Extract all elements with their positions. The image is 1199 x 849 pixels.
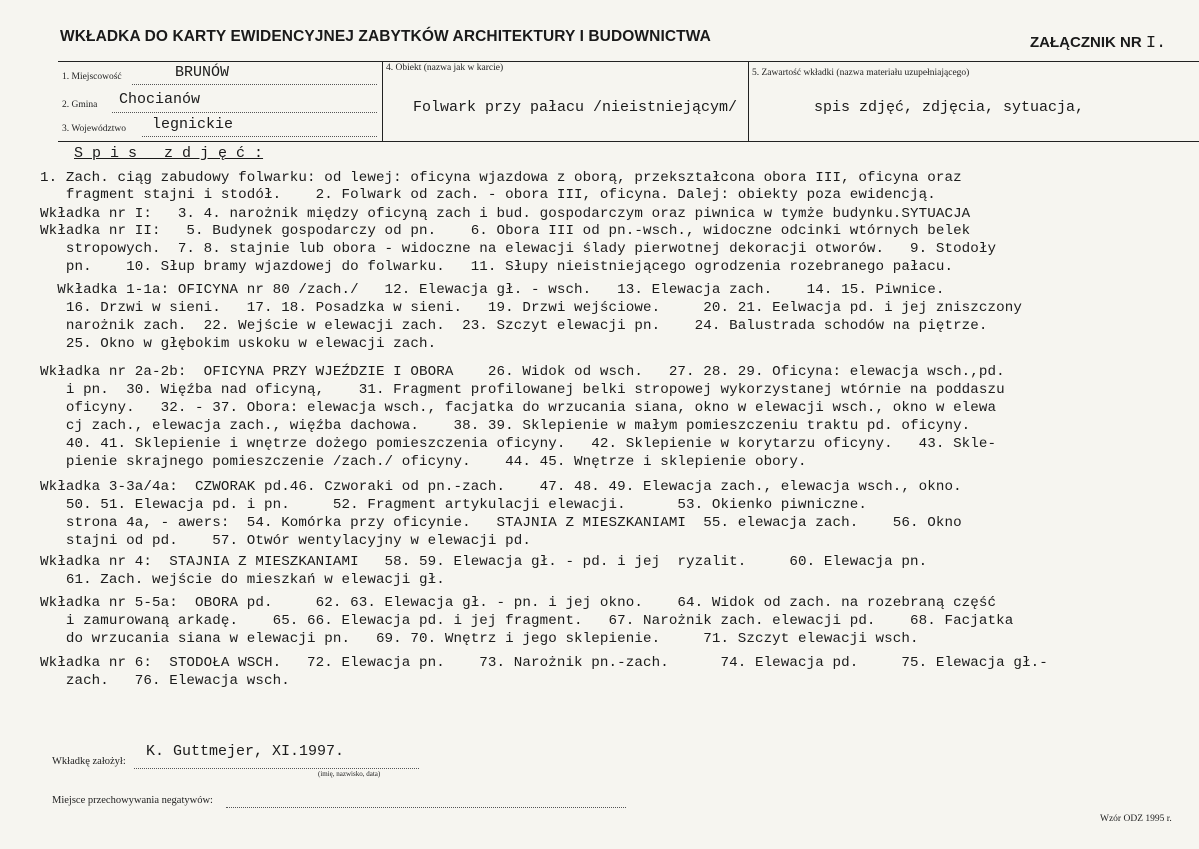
photo-list-heading: S p i s z d j ę ć :: [74, 145, 264, 162]
miejscowosc-value: BRUNÓW: [175, 64, 230, 81]
photo-list-line: fragment stajni i stodół. 2. Folwark od zach. - obora III, oficyna. Dalej: obiekty poza ewidencją.: [40, 187, 936, 203]
photo-list-line: narożnik zach. 22. Wejście w elewacji zach. 23. Szczyt elewacji pn. 24. Balustrada schodów na piętrze.: [40, 318, 988, 334]
photo-list-line: stropowych. 7. 8. stajnie lub obora - widoczne na elewacji ślady pierwotnej dekoracji otworów. 9. Stodoły: [40, 241, 997, 257]
photo-list-line: zach. 76. Elewacja wsch.: [40, 673, 290, 689]
attachment-label: ZAŁĄCZNIK NR: [1030, 34, 1142, 51]
form-template-note: Wzór ODZ 1995 r.: [1100, 814, 1172, 824]
photo-list-line: Wkładka 3-3a/4a: CZWORAK pd.46. Czworaki od pn.-zach. 47. 48. 49. Elewacja zach., elewacja wsch., okno.: [40, 479, 962, 495]
gmina-label: 2. Gmina: [62, 100, 98, 110]
photo-list-line: 1. Zach. ciąg zabudowy folwarku: od lewej: oficyna wjazdowa z oborą, przekształcona obora III, oficyna oraz: [40, 170, 962, 186]
photo-list-line: do wrzucania siana w elewacji pn. 69. 70. Wnętrz i jego sklepienie. 71. Szczyt elewacji wsch.: [40, 631, 919, 647]
attachment-value: I.: [1145, 34, 1167, 53]
photo-list-line: Wkładka nr II: 5. Budynek gospodarczy od pn. 6. Obora III od pn.-wsch., widoczne odcinki wtórnych belek: [40, 223, 971, 239]
form-title: WKŁADKA DO KARTY EWIDENCYJNEJ ZABYTKÓW ARCHITEKTURY I BUDOWNICTWA: [60, 28, 711, 45]
photo-list-line: Wkładka nr 4: STAJNIA Z MIESZKANIAMI 58. 59. Elewacja gł. - pd. i jej ryzalit. 60. Elewacja pn.: [40, 554, 928, 570]
photo-list-line: cj zach., elewacja zach., więźba dachowa. 38. 39. Sklepienie w małym pomieszczeniu traktu pd. oficyny.: [40, 418, 971, 434]
photo-list-line: Wkładka nr 6: STODOŁA WSCH. 72. Elewacja pn. 73. Narożnik pn.-zach. 74. Elewacja pd. 75. Elewacja gł.-: [40, 655, 1048, 671]
form-bottom-rule: [58, 141, 1199, 142]
photo-list-line: 16. Drzwi w sieni. 17. 18. Posadzka w sieni. 19. Drzwi wejściowe. 20. 21. Eelwacja pd. i jej zniszczony: [40, 300, 1022, 316]
wojewodztwo-value: legnickie: [152, 116, 234, 133]
zalozyl-dots: [134, 768, 419, 769]
photo-list-line: oficyny. 32. - 37. Obora: elewacja wsch., facjatka do wrzucania siana, okno w elewacji wsch., okno w elewa: [40, 400, 997, 416]
obiekt-value: Folwark przy pałacu /nieistniejącym/: [413, 99, 738, 116]
form-divider-2: [748, 61, 749, 141]
miejscowosc-label: 1. Miejscowość: [62, 72, 122, 82]
photo-list-line: Wkładka nr I: 3. 4. narożnik między oficyną zach i bud. gospodarczym oraz piwnica w tymże budynku.SYTUACJA: [40, 206, 971, 222]
form-divider-1: [382, 61, 383, 141]
negatywy-dots: [226, 807, 626, 808]
attachment-number: [1030, 34, 1166, 53]
photo-list-line: 50. 51. Elewacja pd. i pn. 52. Fragment artykulacji elewacji. 53. Okienko piwniczne.: [40, 497, 867, 513]
zawartosc-label: 5. Zawartość wkładki (nazwa materiału uzupełniającego): [752, 68, 970, 78]
zalozyl-label: Wkładkę założył:: [52, 756, 126, 767]
wojewodztwo-dots: [142, 136, 377, 137]
photo-list-line: strona 4a, - awers: 54. Komórka przy oficynie. STAJNIA Z MIESZKANIAMI 55. elewacja zach. 56. Okno: [40, 515, 962, 531]
photo-list-line: pn. 10. Słup bramy wjazdowej do folwarku. 11. Słupy nieistniejącego ogrodzenia rozebranego pałacu.: [40, 259, 954, 275]
photo-list-line: stajni od pd. 57. Otwór wentylacyjny w elewacji pd.: [40, 533, 531, 549]
wojewodztwo-label: 3. Województwo: [62, 124, 126, 134]
photo-list-line: 40. 41. Sklepienie i wnętrze dożego pomieszczenia oficyny. 42. Sklepienie w korytarzu oficyny. 43. Skle-: [40, 436, 997, 452]
miejscowosc-dots: [132, 84, 377, 85]
photo-list-line: 61. Zach. wejście do mieszkań w elewacji gł.: [40, 572, 445, 588]
zawartosc-value: spis zdjęć, zdjęcia, sytuacja,: [814, 99, 1085, 116]
photo-list-line: Wkładka nr 5-5a: OBORA pd. 62. 63. Elewacja gł. - pn. i jej okno. 64. Widok od zach. na rozebraną część: [40, 595, 997, 611]
photo-list-line: i zamurowaną arkadę. 65. 66. Elewacja pd. i jej fragment. 67. Narożnik zach. elewacji pd. 68. Facjatka: [40, 613, 1014, 629]
zalozyl-hint: (imię, nazwisko, data): [318, 770, 381, 778]
obiekt-label: 4. Obiekt (nazwa jak w karcie): [386, 63, 504, 73]
form-top-rule: [58, 61, 1199, 62]
photo-list-line: 25. Okno w głębokim uskoku w elewacji zach.: [40, 336, 437, 352]
photo-list-line: pienie skrajnego pomieszczenie /zach./ oficyny. 44. 45. Wnętrze i sklepienie obory.: [40, 454, 807, 470]
zalozyl-value: K. Guttmejer, XI.1997.: [146, 743, 345, 760]
photo-list-line: Wkładka nr 2a-2b: OFICYNA PRZY WJEŹDZIE I OBORA 26. Widok od wsch. 27. 28. 29. Oficyna: elewacja wsch.,pd.: [40, 364, 1005, 380]
photo-list-line: Wkładka 1-1a: OFICYNA nr 80 /zach./ 12. Elewacja gł. - wsch. 13. Elewacja zach. 14. 15. Piwnice.: [40, 282, 945, 298]
negatywy-label: Miejsce przechowywania negatywów:: [52, 795, 213, 806]
gmina-value: Chocianów: [119, 91, 201, 108]
photo-list-line: i pn. 30. Więźba nad oficyną, 31. Fragment profilowanej belki stropowej wykorzystanej wtórnie na poddaszu: [40, 382, 1005, 398]
gmina-dots: [112, 112, 377, 113]
